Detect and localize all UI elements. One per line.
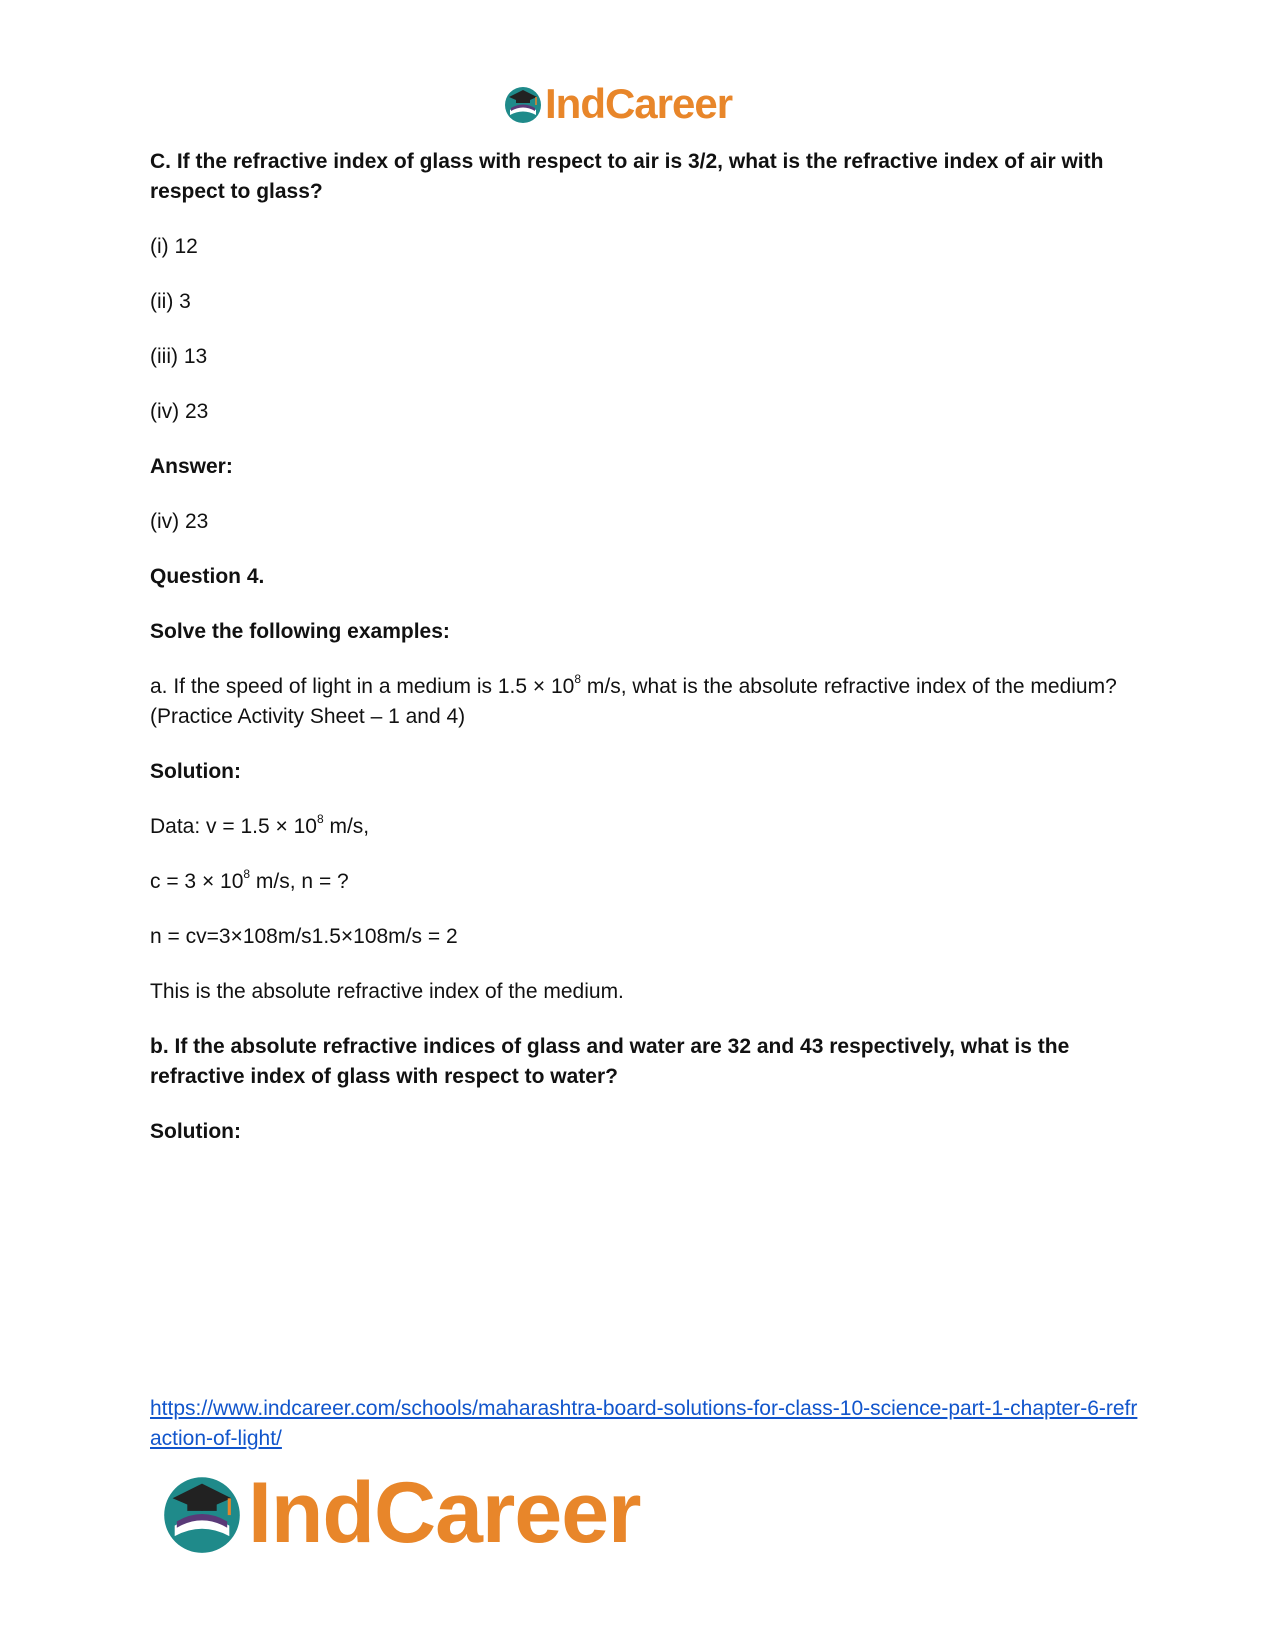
graduation-cap-book-globe-icon (160, 1471, 244, 1555)
data-line (150, 812, 1130, 842)
graduation-cap-book-globe-icon (503, 84, 543, 124)
source-link[interactable]: https://www.indcareer.com/schools/maharashtra-board-solutions-for-class-10-science-part-1-chapter-6-refraction-of-light/ (150, 1397, 1138, 1450)
n-formula-line: n = cv=3×108m/s1.5×108m/s = 2 (150, 925, 458, 948)
header-logo (503, 80, 732, 128)
option-ii: (ii) 3 (150, 290, 191, 313)
data-line-exponent: 8 (316, 812, 324, 826)
question-c: C. If the refractive index of glass with respect to air is 3/2, what is the refractive index of air with respect to glass? (150, 150, 1104, 203)
question-a-text-2: m/s, what is the absolute refractive index of the medium? (Practice Activity Sheet – 1 and 4) (150, 675, 1117, 728)
conclusion-line: This is the absolute refractive index of the medium. (150, 980, 624, 1003)
option-iv: (iv) 23 (150, 400, 209, 423)
question-b: b. If the absolute refractive indices of glass and water are 32 and 43 respectively, what is the refractive index of glass with respect to water? (150, 1035, 1070, 1088)
solution-label-2: Solution: (150, 1120, 241, 1143)
logo-text-large: IndCareer (248, 1465, 641, 1561)
c-line (150, 867, 1130, 897)
question-a (150, 672, 1130, 732)
document-body (150, 147, 1130, 1172)
question-a-text-1: a. If the speed of light in a medium is 1.5 × 10 (150, 675, 575, 698)
c-line-exponent: 8 (243, 867, 251, 881)
footer-logo (160, 1465, 641, 1561)
question-a-exponent: 8 (574, 672, 582, 686)
logo-text: IndCareer (545, 80, 733, 127)
c-line-text-1: c = 3 × 10 (150, 870, 244, 893)
answer-value: (iv) 23 (150, 510, 209, 533)
c-line-text-2: m/s, n = ? (250, 870, 349, 893)
answer-label: Answer: (150, 455, 233, 478)
question-4-heading: Question 4. (150, 565, 265, 588)
solve-heading: Solve the following examples: (150, 620, 450, 643)
solution-label: Solution: (150, 760, 241, 783)
option-iii: (iii) 13 (150, 345, 208, 368)
option-i: (i) 12 (150, 235, 198, 258)
data-line-text-1: Data: v = 1.5 × 10 (150, 815, 317, 838)
data-line-text-2: m/s, (323, 815, 370, 838)
